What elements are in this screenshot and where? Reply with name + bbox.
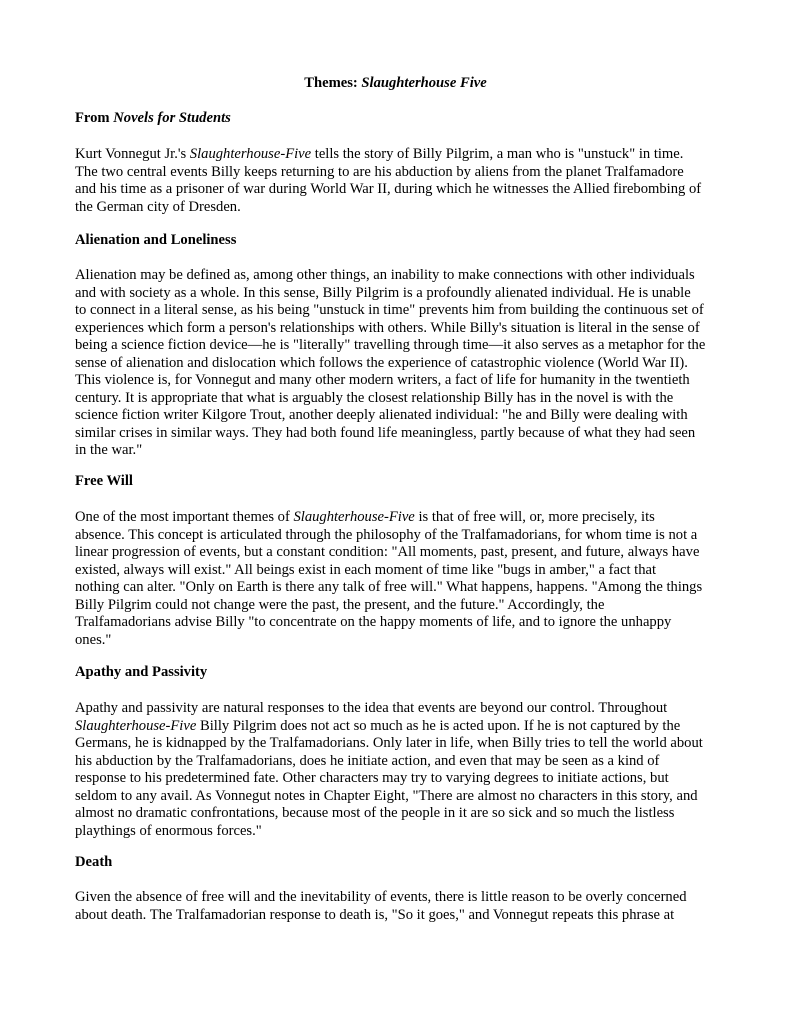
source-italic: Novels for Students bbox=[113, 110, 231, 126]
section-1-line bbox=[75, 527, 725, 545]
section-paragraph-death bbox=[75, 889, 725, 924]
section-0-line bbox=[75, 372, 725, 390]
section-1-line bbox=[75, 632, 725, 650]
intro-line bbox=[75, 199, 725, 217]
section-0-line bbox=[75, 407, 725, 425]
text-run: century. It is appropriate that what is arguably the closest relationship Billy has in the novel is with the bbox=[75, 389, 674, 406]
section-0-line bbox=[75, 267, 725, 285]
text-run: The two central events Billy keeps returning to are his abduction by aliens from the planet Tralfamadore bbox=[75, 163, 684, 180]
text-run: One of the most important themes of bbox=[75, 509, 294, 525]
text-run: absence. This concept is articulated through the philosophy of the Tralfamadorians, for whom time is not a bbox=[75, 526, 698, 543]
text-run: about death. The Tralfamadorian response to death is, "So it goes," and Vonnegut repeats this phrase at bbox=[75, 906, 675, 923]
section-0-line bbox=[75, 285, 725, 303]
text-run: being a science fiction device—he is "literally" travelling through time—it also serves as a metaphor for the bbox=[75, 337, 706, 353]
section-2-line bbox=[75, 823, 725, 841]
section-1-line bbox=[75, 597, 725, 615]
title-prefix: Themes: bbox=[304, 75, 362, 91]
section-3-line bbox=[75, 907, 725, 925]
text-run: ones." bbox=[75, 631, 112, 648]
text-run: Alienation may be defined as, among other things, an inability to make connections with other individuals bbox=[75, 267, 695, 283]
text-run: science fiction writer Kilgore Trout, another deeply alienated individual: "he and Billy were dealing with bbox=[75, 407, 688, 423]
section-1-line bbox=[75, 614, 725, 632]
section-paragraph-free-will bbox=[75, 509, 725, 649]
section-2-line bbox=[75, 805, 725, 823]
section-2-line bbox=[75, 753, 725, 771]
section-2-line bbox=[75, 735, 725, 753]
section-heading-death: Death bbox=[75, 854, 113, 870]
text-run: and with society as a whole. In this sense, Billy Pilgrim is a profoundly alienated individual. He is unable bbox=[75, 284, 691, 301]
text-run: Apathy and passivity are natural responses to the idea that events are beyond our control. Throughout bbox=[75, 700, 668, 716]
text-run: experiences which form a person's relationships with others. While Billy's situation is literal in the sense of bbox=[75, 319, 700, 336]
section-0-line bbox=[75, 442, 725, 460]
text-run: almost no dramatic confrontations, because most of the people in it are so sick and so much the listless bbox=[75, 805, 675, 821]
document-title bbox=[0, 75, 791, 93]
text-run: playthings of enormous forces." bbox=[75, 822, 262, 839]
text-run: Billy Pilgrim does not act so much as he is acted upon. If he is not captured by the bbox=[196, 717, 681, 734]
section-0-line bbox=[75, 337, 725, 355]
intro-paragraph bbox=[75, 146, 725, 216]
text-run: response to his predetermined fate. Other characters may try to varying degrees to initiate actions, but bbox=[75, 770, 669, 786]
section-0-line bbox=[75, 302, 725, 320]
text-run: his abduction by the Tralfamadorians, does he initiate action, and even that may be seen as a kind of bbox=[75, 752, 660, 769]
text-run: This violence is, for Vonnegut and many other modern writers, a fact of life for humanity in the twentieth bbox=[75, 372, 690, 388]
section-1-line bbox=[75, 544, 725, 562]
italic-title-run: Slaughterhouse-Five bbox=[189, 146, 312, 162]
section-paragraph-alienation bbox=[75, 267, 725, 460]
section-0-line bbox=[75, 425, 725, 443]
italic-title-run: Slaughterhouse-Five bbox=[75, 717, 197, 734]
text-run: Billy Pilgrim could not change were the past, the present, and the future." Accordingly, the bbox=[75, 596, 605, 613]
section-heading-alienation: Alienation and Loneliness bbox=[75, 232, 237, 248]
text-run: Kurt Vonnegut Jr.'s bbox=[75, 146, 190, 162]
section-1-line bbox=[75, 562, 725, 580]
intro-line bbox=[75, 181, 725, 199]
section-1-line bbox=[75, 509, 725, 527]
section-paragraph-apathy bbox=[75, 700, 725, 840]
text-run: in the war." bbox=[75, 442, 143, 458]
section-0-line bbox=[75, 390, 725, 408]
section-heading-apathy: Apathy and Passivity bbox=[75, 664, 208, 680]
section-1-line bbox=[75, 579, 725, 597]
intro-line bbox=[75, 164, 725, 182]
section-2-line bbox=[75, 788, 725, 806]
text-run: is that of free will, or, more precisely, its bbox=[414, 509, 655, 525]
section-heading-free-will: Free Will bbox=[75, 473, 133, 489]
section-0-line bbox=[75, 320, 725, 338]
text-run: and his time as a prisoner of war during World War II, during which he witnesses the Allied firebombing of bbox=[75, 181, 702, 197]
text-run: the German city of Dresden. bbox=[75, 198, 241, 215]
section-2-line bbox=[75, 718, 725, 736]
source-line bbox=[75, 110, 231, 128]
text-run: nothing can alter. "Only on Earth is there any talk of free will." What happens, happens. "Among the things bbox=[75, 579, 703, 595]
italic-title-run: Slaughterhouse-Five bbox=[293, 509, 415, 525]
text-run: Germans, he is kidnapped by the Tralfamadorians. Only later in life, when Billy tries to tell the world about bbox=[75, 735, 703, 751]
section-2-line bbox=[75, 770, 725, 788]
text-run: existed, always will exist." All beings exist in each moment of time like "bugs in amber," a fact that bbox=[75, 561, 657, 578]
text-run: to connect in a literal sense, as his being "unstuck in time" prevents him from building the continuous set of bbox=[75, 302, 704, 318]
text-run: Given the absence of free will and the inevitability of events, there is little reason to be overly concerned bbox=[75, 889, 687, 905]
text-run: Tralfamadorians advise Billy "to concentrate on the happy moments of life, and to ignore the unhappy bbox=[75, 614, 672, 630]
source-prefix: From bbox=[75, 110, 114, 126]
text-run: seldom to any avail. As Vonnegut notes in Chapter Eight, "There are almost no characters in this story, and bbox=[75, 787, 698, 804]
title-italic: Slaughterhouse Five bbox=[361, 75, 487, 91]
text-run: tells the story of Billy Pilgrim, a man who is "unstuck" in time. bbox=[311, 146, 684, 162]
section-0-line bbox=[75, 355, 725, 373]
text-run: linear progression of events, but a constant condition: "All moments, past, present, and future, always have bbox=[75, 544, 700, 560]
section-3-line bbox=[75, 889, 725, 907]
intro-line bbox=[75, 146, 725, 164]
text-run: similar crises in similar ways. They had both found life meaningless, partly because of what they had seen bbox=[75, 424, 696, 441]
text-run: sense of alienation and dislocation which follows the experience of catastrophic violence (World War II). bbox=[75, 354, 688, 371]
section-2-line bbox=[75, 700, 725, 718]
